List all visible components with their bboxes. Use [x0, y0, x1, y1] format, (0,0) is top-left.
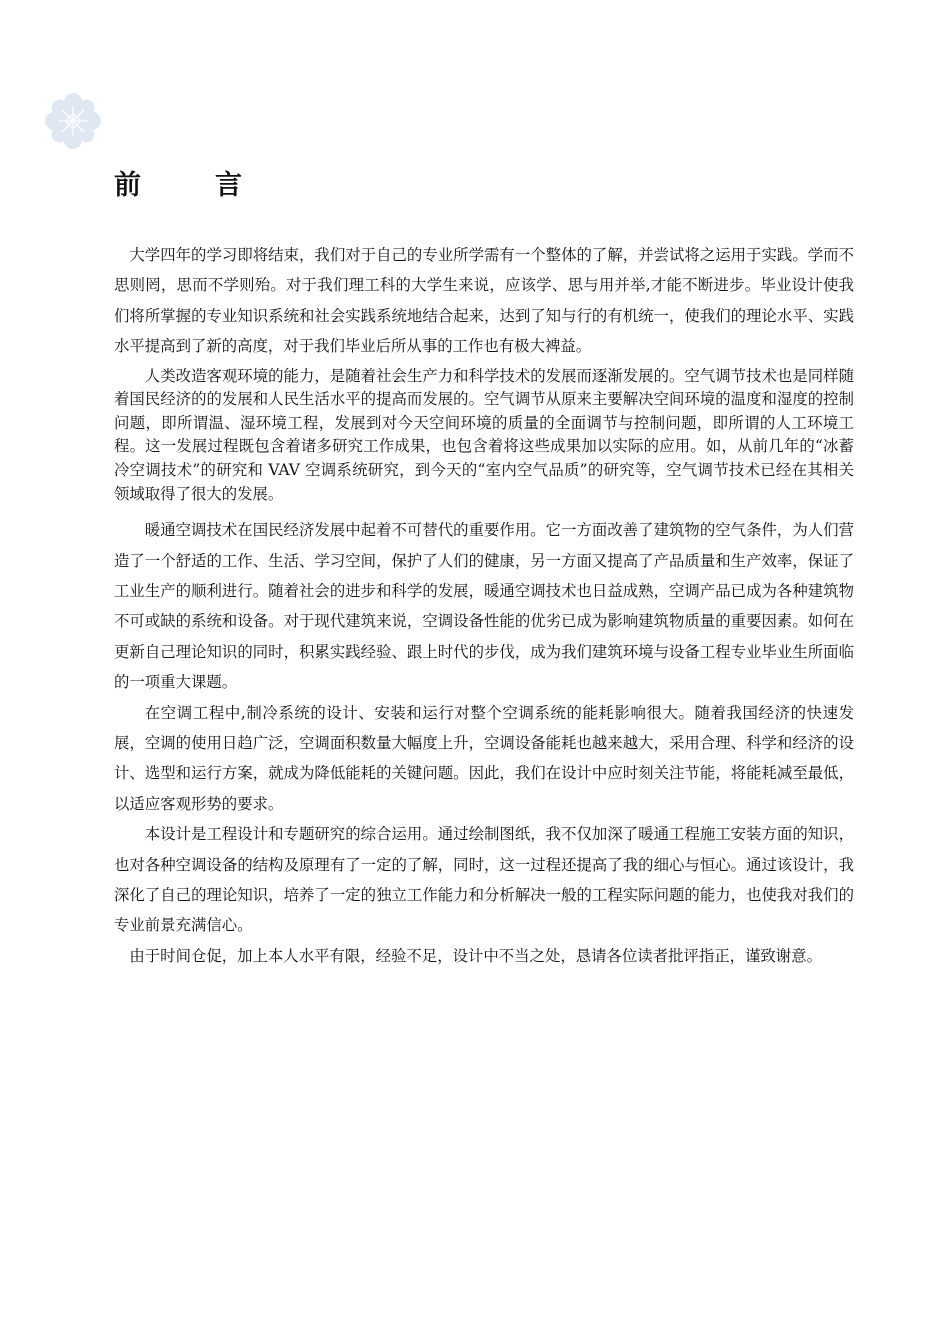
paragraph-hvac-history: 人类改造客观环境的能力，是随着社会生产力和科学技术的发展而逐渐发展的。空气调节技术也是同样随着国民经济的的发展和人民生活水平的提高而发展的。空气调节从原来主要解决空间环境的温度和湿度的控制问题，即所谓温、湿环境工程，发展到对今天空间环境的质量的全面调节与控制问题，即所谓的人工环境工程。这一发展过程既包含着诸多研究工作成果，也包含着将这些成果加以实际的应用。如，从前几年的“冰蓄冷空调技术”的研究和 VAV 空调系统研究，到今天的“室内空气品质”的研究等，空气调节技术已经在其相关领域取得了很大的发展。 [114, 366, 854, 503]
paragraph-intro: 大学四年的学习即将结束，我们对于自己的专业所学需有一个整体的了解，并尝试将之运用于实践。学而不思则罔，思而不学则殆。对于我们理工科的大学生来说，应该学、思与用并举,才能不断进步。毕业设计使我们将所掌握的专业知识系统和社会实践系统地结合起来，达到了知与行的有机统一，使我们的理论水平、实践水平提高到了新的高度，对于我们毕业后所从事的工作也有极大裨益。 [114, 246, 854, 356]
page-title [114, 166, 242, 206]
body-text [114, 240, 854, 971]
title-char-right: 言 [215, 170, 242, 201]
paragraph-refrigeration: 在空调工程中,制冷系统的设计、安装和运行对整个空调系统的能耗影响很大。随着我国经济的快速发展，空调的使用日趋广泛，空调面积数量大幅度上升，空调设备能耗也越来越大，采用合理、科学和经济的设计、选型和运行方案，就成为降低能耗的关键问题。因此，我们在设计中应时刻关注节能，将能耗减至最低，以适应客观形势的要求。 [114, 703, 854, 813]
title-char-left: 前 [114, 170, 141, 201]
paragraph-design-summary: 本设计是工程设计和专题研究的综合运用。通过绘制图纸，我不仅加深了暖通工程施工安装方面的知识，也对各种空调设备的结构及原理有了一定的了解，同时，这一过程还提高了我的细心与恒心。通过该设计，我深化了自己的理论知识，培养了一定的独立工作能力和分析解决一般的工程实际问题的能力，也使我对我们的专业前景充满信心。 [114, 825, 854, 935]
paragraph-hvac-role: 暖通空调技术在国民经济发展中起着不可替代的重要作用。它一方面改善了建筑物的空气条件，为人们营造了一个舒适的工作、生活、学习空间，保护了人们的健康，另一方面又提高了产品质量和生产效率，保证了工业生产的顺利进行。随着社会的进步和科学的发展，暖通空调技术也日益成熟，空调产品已成为各种建筑物不可或缺的系统和设备。对于现代建筑来说，空调设备性能的优劣已成为影响建筑物质量的重要因素。如何在更新自己理论知识的同时，积累实践经验、跟上时代的步伐，成为我们建筑环境与设备工程专业毕业生所面临的一项重大课题。 [114, 521, 854, 692]
snowflake-flower-icon [42, 90, 104, 152]
paragraph-closing: 由于时间仓促，加上本人水平有限，经验不足，设计中不当之处，恳请各位读者批评指正，谨致谢意。 [129, 946, 822, 965]
